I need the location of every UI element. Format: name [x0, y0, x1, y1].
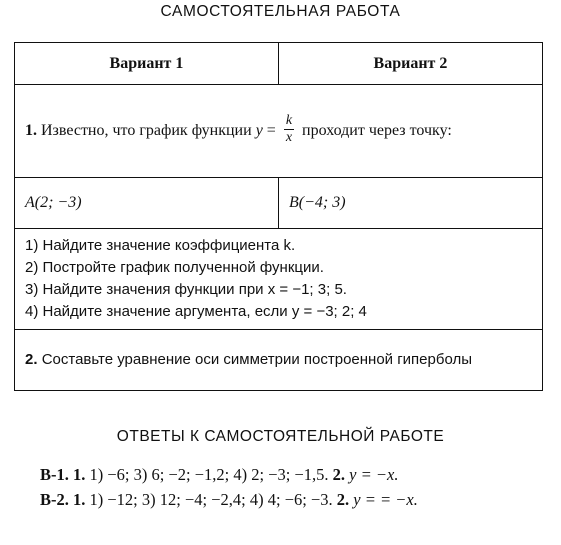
subtask-3: 3) Найдите значения функции при x = −1; 3; 5.	[25, 281, 347, 298]
task-2-text: Составьте уравнение оси симметрии построенной гиперболы	[41, 351, 472, 368]
task-1-row	[15, 85, 543, 178]
variants-header-row	[15, 43, 543, 85]
variant-1-header: Вариант 1	[15, 43, 279, 85]
answer-v1-task2-text: y = −x.	[349, 465, 399, 484]
task-1-text-after: проходит через точку:	[302, 121, 452, 139]
point-variant-2: B(−4; 3)	[278, 178, 542, 229]
answer-v1-text: 1) −6; 3) 6; −2; −1,2; 4) 2; −3; −1,5.	[89, 465, 329, 484]
answer-v2-label: В-2. 1.	[40, 490, 86, 509]
subtasks-cell	[15, 229, 543, 330]
function-equals: =	[262, 121, 280, 139]
points-row	[15, 178, 543, 229]
task-1-cell	[15, 85, 543, 178]
page-title: САМОСТОЯТЕЛЬНАЯ РАБОТА	[160, 3, 401, 20]
variant-2-header: Вариант 2	[278, 43, 542, 85]
task-2-cell	[15, 330, 543, 391]
task-2-row	[15, 330, 543, 391]
subtask-4: 4) Найдите значение аргумента, если y = −3; 2; 4	[25, 303, 367, 320]
task-1-number: 1.	[25, 121, 37, 139]
subtask-2: 2) Постройте график полученной функции.	[25, 259, 324, 276]
answers-heading: ОТВЕТЫ К САМОСТОЯТЕЛЬНОЙ РАБОТЕ	[116, 428, 445, 445]
subtask-1: 1) Найдите значение коэффициента k.	[25, 237, 296, 254]
task-1-text-before: Известно, что график функции	[41, 121, 252, 139]
fraction-numerator: k	[285, 112, 293, 128]
answer-v2-task2-text: y = = −x.	[353, 490, 418, 509]
function-fraction	[284, 114, 294, 145]
answer-variant-2	[14, 487, 543, 512]
assignment-table	[14, 42, 543, 391]
answer-v1-label: В-1. 1.	[40, 465, 86, 484]
answer-v2-task2-label: 2.	[336, 490, 350, 509]
function-lhs: y	[255, 121, 263, 139]
point-variant-1: A(2; −3)	[15, 178, 279, 229]
fraction-denominator: x	[285, 129, 293, 145]
subtasks-row	[15, 229, 543, 330]
answer-v2-text: 1) −12; 3) 12; −4; −2,4; 4) 4; −6; −3.	[89, 490, 333, 509]
answer-variant-1	[14, 462, 543, 487]
task-2-number: 2.	[25, 351, 38, 368]
answer-v1-task2-label: 2.	[332, 465, 346, 484]
